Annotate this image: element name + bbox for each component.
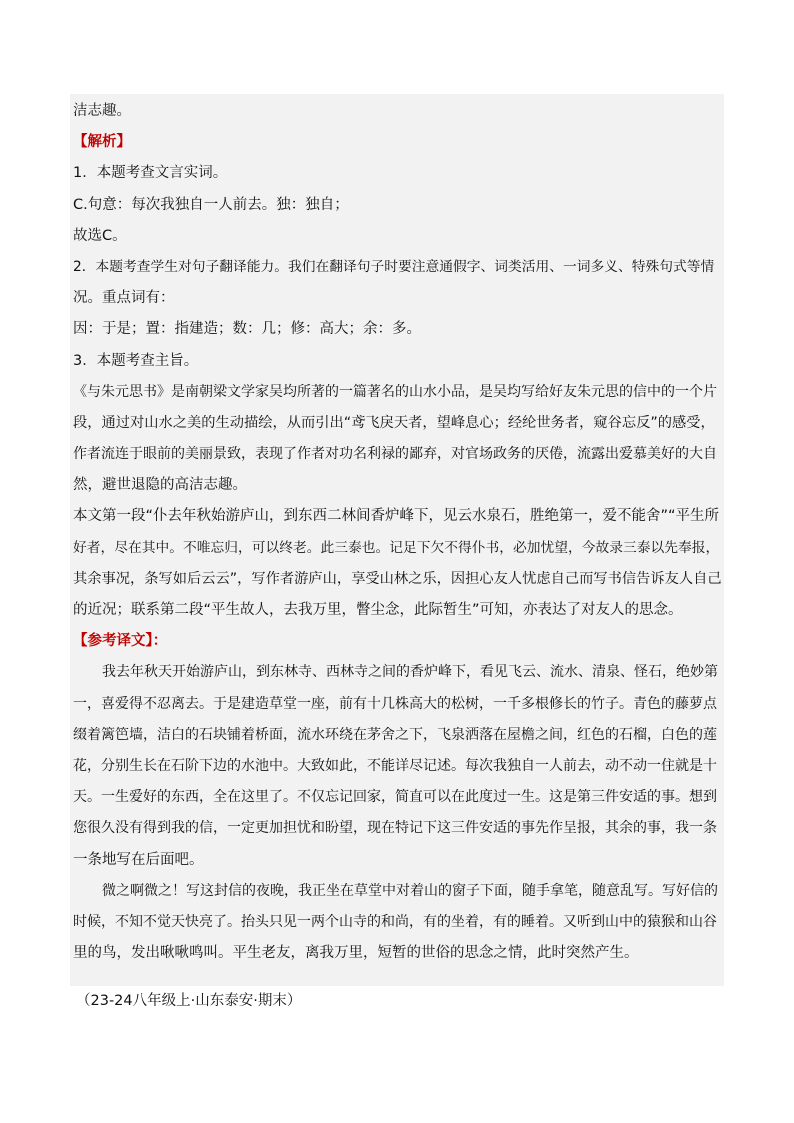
text-line: 我去年秋天开始游庐山，到东林寺、西林寺之间的香炉峰下，看见飞云、流水、清泉、怪石，绝妙第	[102, 664, 718, 681]
text-line: 因：于是；置：指建造；数：几；修：高大；余：多。	[73, 321, 421, 338]
text-line: 的近况；联系第二段“平生故人，去我万里，瞥尘念，此际暂生”可知，亦表达了对友人的思念。	[73, 602, 683, 618]
section-heading-analysis: 【解析】	[73, 134, 131, 151]
text-line: 其余事况，条写如后云云”，写作者游庐山，享受山林之乐，因担心友人忧虑自己而写书信告诉友人自己	[73, 570, 722, 587]
text-line: 《与朱元思书》是南朝梁文学家吴均所著的一篇著名的山水小品，是吴均写给好友朱元思的信中的一个片	[73, 383, 717, 400]
text-line: 您很久没有得到我的信，一定更加担忧和盼望，现在特记下这三件安适的事先作呈报，其余的事，我一条	[73, 820, 717, 837]
text-line: 本文第一段“仆去年秋始游庐山，到东西二林间香炉峰下，见云水泉石，胜绝第一，爱不能舍”“平生所	[73, 508, 720, 525]
text-line: 一，喜爱得不忍离去。于是建造草堂一座，前有十几株高大的松树，一千多根修长的竹子。青色的藤萝点	[73, 695, 717, 712]
answer-content	[73, 96, 723, 969]
text-line: 段，通过对山水之美的生动描绘，从而引出“鸢飞戾天者，望峰息心；经纶世务者，窥谷忘反”的感受，	[73, 414, 715, 431]
section-heading-translation: 【参考译文】：	[73, 633, 168, 650]
text-line: 时候，不知不觉天快亮了。抬头只见一两个山寺的和尚，有的坐着，有的睡着。又听到山中的猿猴和山谷	[73, 913, 717, 930]
text-line: 况。重点词有：	[73, 290, 175, 307]
text-line: 天。一生爱好的东西，全在这里了。不仅忘记回家，简直可以在此度过一生。这是第三件安适的事。想到	[73, 789, 717, 806]
text-line: 2．本题考查学生对句子翻译能力。我们在翻译句子时要注意通假字、词类活用、一词多义、特殊句式等情	[73, 258, 715, 275]
text-line: 缀着篱笆墙，洁白的石块铺着桥面，流水环绕在茅舍之下，飞泉洒落在屋檐之间，红色的石榴，白色的莲	[73, 726, 717, 743]
text-line: 3．本题考查主旨。	[73, 352, 199, 369]
text-line: 好者，尽在其中。不唯忘归，可以终老。此三泰也。记足下欠不得仆书，必加忧望，今故录三泰以先奉报，	[73, 539, 720, 556]
text-line: C.句意：每次我独自一人前去。独：独自；	[73, 196, 349, 213]
text-line: 1．本题考查文言实词。	[73, 165, 228, 182]
text-line: 微之啊微之！写这封信的夜晚，我正坐在草堂中对着山的窗子下面，随手拿笔，随意乱写。写好信的	[102, 882, 718, 899]
text-line: 花，分别生长在石阶下边的水池中。大致如此，不能详尽记述。每次我独自一人前去，动不动一住就是十	[73, 757, 717, 774]
text-line: 一条地写在后面吧。	[73, 851, 204, 868]
text-line: 里的鸟，发出啾啾鸣叫。平生老友，离我万里，短暂的世俗的思念之情，此时突然产生。	[73, 945, 639, 962]
source-note: （23-24八年级上·山东泰安·期末）	[76, 993, 302, 1009]
text-line: 洁志趣。	[73, 103, 131, 119]
text-line: 然，避世退隐的高洁志趣。	[73, 477, 247, 494]
text-line: 作者流连于眼前的美丽景致，表现了作者对功名利禄的鄙弃，对官场政务的厌倦，流露出爱慕美好的大自	[73, 446, 717, 463]
text-line: 故选C。	[73, 227, 127, 244]
